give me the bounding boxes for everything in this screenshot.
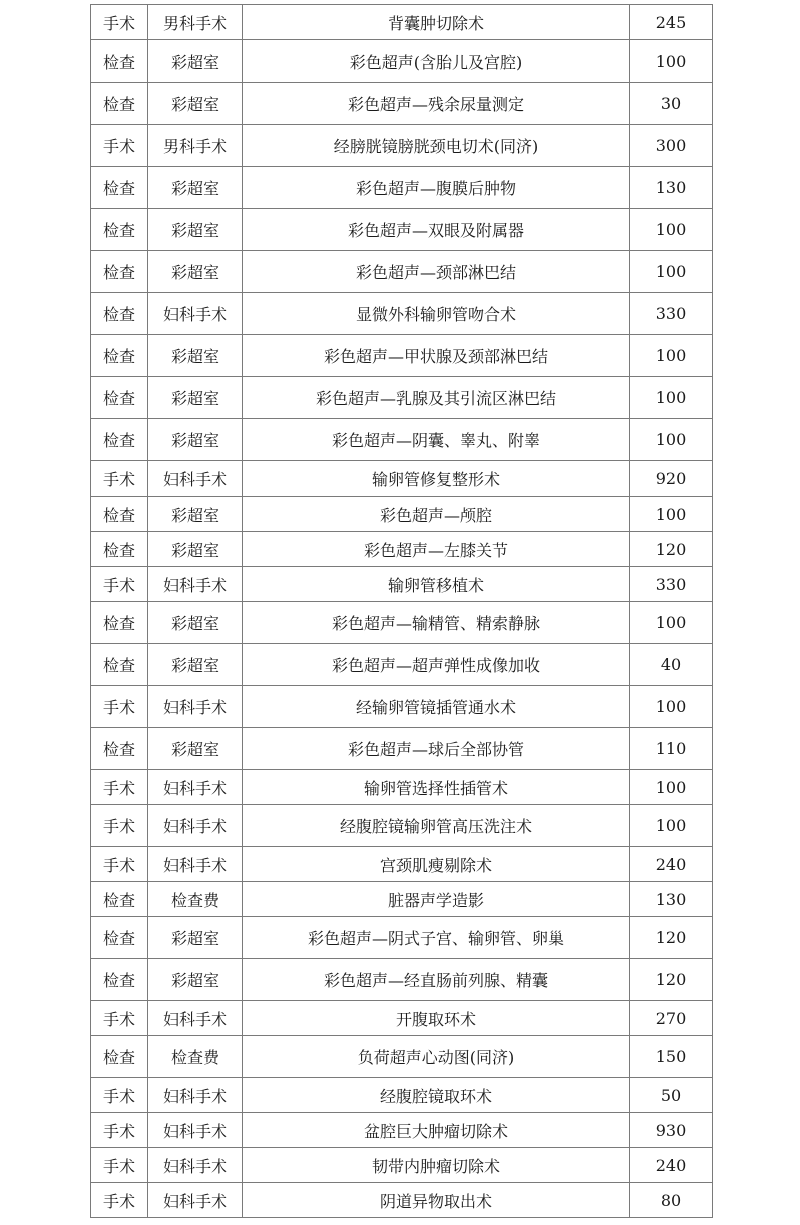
department-cell: 彩超室 (148, 83, 243, 125)
price-cell: 100 (630, 209, 713, 251)
table-row (91, 1001, 713, 1036)
category-cell: 检查 (91, 959, 148, 1001)
price-cell: 130 (630, 882, 713, 917)
table-row (91, 167, 713, 209)
category-cell: 手术 (91, 461, 148, 497)
department-cell: 检查费 (148, 882, 243, 917)
table-row (91, 882, 713, 917)
table-row (91, 959, 713, 1001)
price-cell: 100 (630, 497, 713, 532)
item-name-cell: 输卵管选择性插管术 (243, 770, 630, 805)
item-name-cell: 彩色超声—双眼及附属器 (243, 209, 630, 251)
price-cell: 240 (630, 1148, 713, 1183)
price-cell: 120 (630, 959, 713, 1001)
department-cell: 彩超室 (148, 419, 243, 461)
price-cell: 130 (630, 167, 713, 209)
department-cell: 妇科手术 (148, 1183, 243, 1218)
table-row (91, 293, 713, 335)
category-cell: 手术 (91, 847, 148, 882)
table-row (91, 40, 713, 83)
item-name-cell: 彩色超声—阴囊、睾丸、附睾 (243, 419, 630, 461)
category-cell: 检查 (91, 882, 148, 917)
table-row (91, 419, 713, 461)
table-row (91, 83, 713, 125)
item-name-cell: 彩色超声—阴式子宫、输卵管、卵巢 (243, 917, 630, 959)
category-cell: 手术 (91, 1113, 148, 1148)
category-cell: 手术 (91, 1078, 148, 1113)
department-cell: 妇科手术 (148, 1001, 243, 1036)
price-cell: 80 (630, 1183, 713, 1218)
table-row (91, 805, 713, 847)
item-name-cell: 彩色超声—经直肠前列腺、精囊 (243, 959, 630, 1001)
department-cell: 妇科手术 (148, 461, 243, 497)
item-name-cell: 盆腔巨大肿瘤切除术 (243, 1113, 630, 1148)
item-name-cell: 经输卵管镜插管通水术 (243, 686, 630, 728)
price-cell: 270 (630, 1001, 713, 1036)
price-cell: 920 (630, 461, 713, 497)
category-cell: 检查 (91, 377, 148, 419)
price-table (90, 4, 713, 1218)
department-cell: 妇科手术 (148, 770, 243, 805)
item-name-cell: 输卵管移植术 (243, 567, 630, 602)
category-cell: 检查 (91, 532, 148, 567)
department-cell: 彩超室 (148, 497, 243, 532)
category-cell: 手术 (91, 805, 148, 847)
category-cell: 检查 (91, 167, 148, 209)
department-cell: 彩超室 (148, 728, 243, 770)
price-cell: 100 (630, 335, 713, 377)
price-cell: 100 (630, 686, 713, 728)
table-row (91, 770, 713, 805)
price-cell: 100 (630, 805, 713, 847)
price-cell: 100 (630, 770, 713, 805)
price-cell: 100 (630, 377, 713, 419)
price-cell: 300 (630, 125, 713, 167)
department-cell: 妇科手术 (148, 1078, 243, 1113)
table-row (91, 728, 713, 770)
department-cell: 彩超室 (148, 209, 243, 251)
department-cell: 彩超室 (148, 377, 243, 419)
category-cell: 检查 (91, 644, 148, 686)
item-name-cell: 彩色超声—乳腺及其引流区淋巴结 (243, 377, 630, 419)
item-name-cell: 彩色超声—左膝关节 (243, 532, 630, 567)
table-row (91, 1036, 713, 1078)
table-row (91, 461, 713, 497)
table-row (91, 644, 713, 686)
table-row (91, 1148, 713, 1183)
table-row (91, 377, 713, 419)
category-cell: 手术 (91, 1183, 148, 1218)
table-row (91, 567, 713, 602)
category-cell: 检查 (91, 602, 148, 644)
table-row (91, 209, 713, 251)
item-name-cell: 开腹取环术 (243, 1001, 630, 1036)
table-row (91, 532, 713, 567)
price-cell: 100 (630, 251, 713, 293)
table-row (91, 1113, 713, 1148)
item-name-cell: 经膀胱镜膀胱颈电切术(同济) (243, 125, 630, 167)
category-cell: 检查 (91, 83, 148, 125)
category-cell: 手术 (91, 686, 148, 728)
price-cell: 100 (630, 40, 713, 83)
price-cell: 120 (630, 532, 713, 567)
price-cell: 100 (630, 602, 713, 644)
table-row (91, 335, 713, 377)
category-cell: 手术 (91, 1001, 148, 1036)
department-cell: 妇科手术 (148, 686, 243, 728)
category-cell: 检查 (91, 497, 148, 532)
category-cell: 检查 (91, 209, 148, 251)
item-name-cell: 彩色超声—残余尿量测定 (243, 83, 630, 125)
category-cell: 检查 (91, 1036, 148, 1078)
item-name-cell: 显微外科输卵管吻合术 (243, 293, 630, 335)
price-cell: 330 (630, 293, 713, 335)
price-cell: 110 (630, 728, 713, 770)
table-row (91, 1183, 713, 1218)
price-cell: 40 (630, 644, 713, 686)
category-cell: 检查 (91, 728, 148, 770)
item-name-cell: 脏器声学造影 (243, 882, 630, 917)
department-cell: 妇科手术 (148, 567, 243, 602)
table-row (91, 1078, 713, 1113)
item-name-cell: 彩色超声—超声弹性成像加收 (243, 644, 630, 686)
item-name-cell: 宫颈肌瘦剔除术 (243, 847, 630, 882)
department-cell: 检查费 (148, 1036, 243, 1078)
department-cell: 彩超室 (148, 959, 243, 1001)
item-name-cell: 彩色超声—甲状腺及颈部淋巴结 (243, 335, 630, 377)
item-name-cell: 负荷超声心动图(同济) (243, 1036, 630, 1078)
department-cell: 彩超室 (148, 251, 243, 293)
category-cell: 手术 (91, 5, 148, 40)
category-cell: 手术 (91, 1148, 148, 1183)
table-row (91, 602, 713, 644)
price-cell: 150 (630, 1036, 713, 1078)
category-cell: 检查 (91, 419, 148, 461)
item-name-cell: 输卵管修复整形术 (243, 461, 630, 497)
price-cell: 930 (630, 1113, 713, 1148)
item-name-cell: 彩色超声—腹膜后肿物 (243, 167, 630, 209)
price-cell: 245 (630, 5, 713, 40)
item-name-cell: 彩色超声(含胎儿及宫腔) (243, 40, 630, 83)
price-cell: 50 (630, 1078, 713, 1113)
item-name-cell: 阴道异物取出术 (243, 1183, 630, 1218)
category-cell: 检查 (91, 251, 148, 293)
table-body (91, 5, 713, 1218)
price-cell: 100 (630, 419, 713, 461)
department-cell: 彩超室 (148, 335, 243, 377)
price-cell: 120 (630, 917, 713, 959)
category-cell: 检查 (91, 917, 148, 959)
price-cell: 240 (630, 847, 713, 882)
item-name-cell: 彩色超声—输精管、精索静脉 (243, 602, 630, 644)
item-name-cell: 背囊肿切除术 (243, 5, 630, 40)
category-cell: 手术 (91, 125, 148, 167)
department-cell: 彩超室 (148, 917, 243, 959)
table-row (91, 917, 713, 959)
department-cell: 男科手术 (148, 125, 243, 167)
category-cell: 手术 (91, 770, 148, 805)
department-cell: 彩超室 (148, 40, 243, 83)
item-name-cell: 经腹腔镜取环术 (243, 1078, 630, 1113)
category-cell: 手术 (91, 567, 148, 602)
department-cell: 妇科手术 (148, 1113, 243, 1148)
table-row (91, 5, 713, 40)
price-cell: 330 (630, 567, 713, 602)
item-name-cell: 彩色超声—球后全部协管 (243, 728, 630, 770)
table-row (91, 686, 713, 728)
table-row (91, 251, 713, 293)
item-name-cell: 彩色超声—颅腔 (243, 497, 630, 532)
category-cell: 检查 (91, 40, 148, 83)
price-cell: 30 (630, 83, 713, 125)
table-row (91, 497, 713, 532)
item-name-cell: 经腹腔镜输卵管高压洗注术 (243, 805, 630, 847)
department-cell: 妇科手术 (148, 1148, 243, 1183)
item-name-cell: 彩色超声—颈部淋巴结 (243, 251, 630, 293)
department-cell: 妇科手术 (148, 805, 243, 847)
table-row (91, 125, 713, 167)
department-cell: 男科手术 (148, 5, 243, 40)
item-name-cell: 韧带内肿瘤切除术 (243, 1148, 630, 1183)
category-cell: 检查 (91, 335, 148, 377)
department-cell: 彩超室 (148, 532, 243, 567)
category-cell: 检查 (91, 293, 148, 335)
department-cell: 彩超室 (148, 167, 243, 209)
department-cell: 妇科手术 (148, 847, 243, 882)
table-row (91, 847, 713, 882)
department-cell: 彩超室 (148, 602, 243, 644)
department-cell: 彩超室 (148, 644, 243, 686)
department-cell: 妇科手术 (148, 293, 243, 335)
